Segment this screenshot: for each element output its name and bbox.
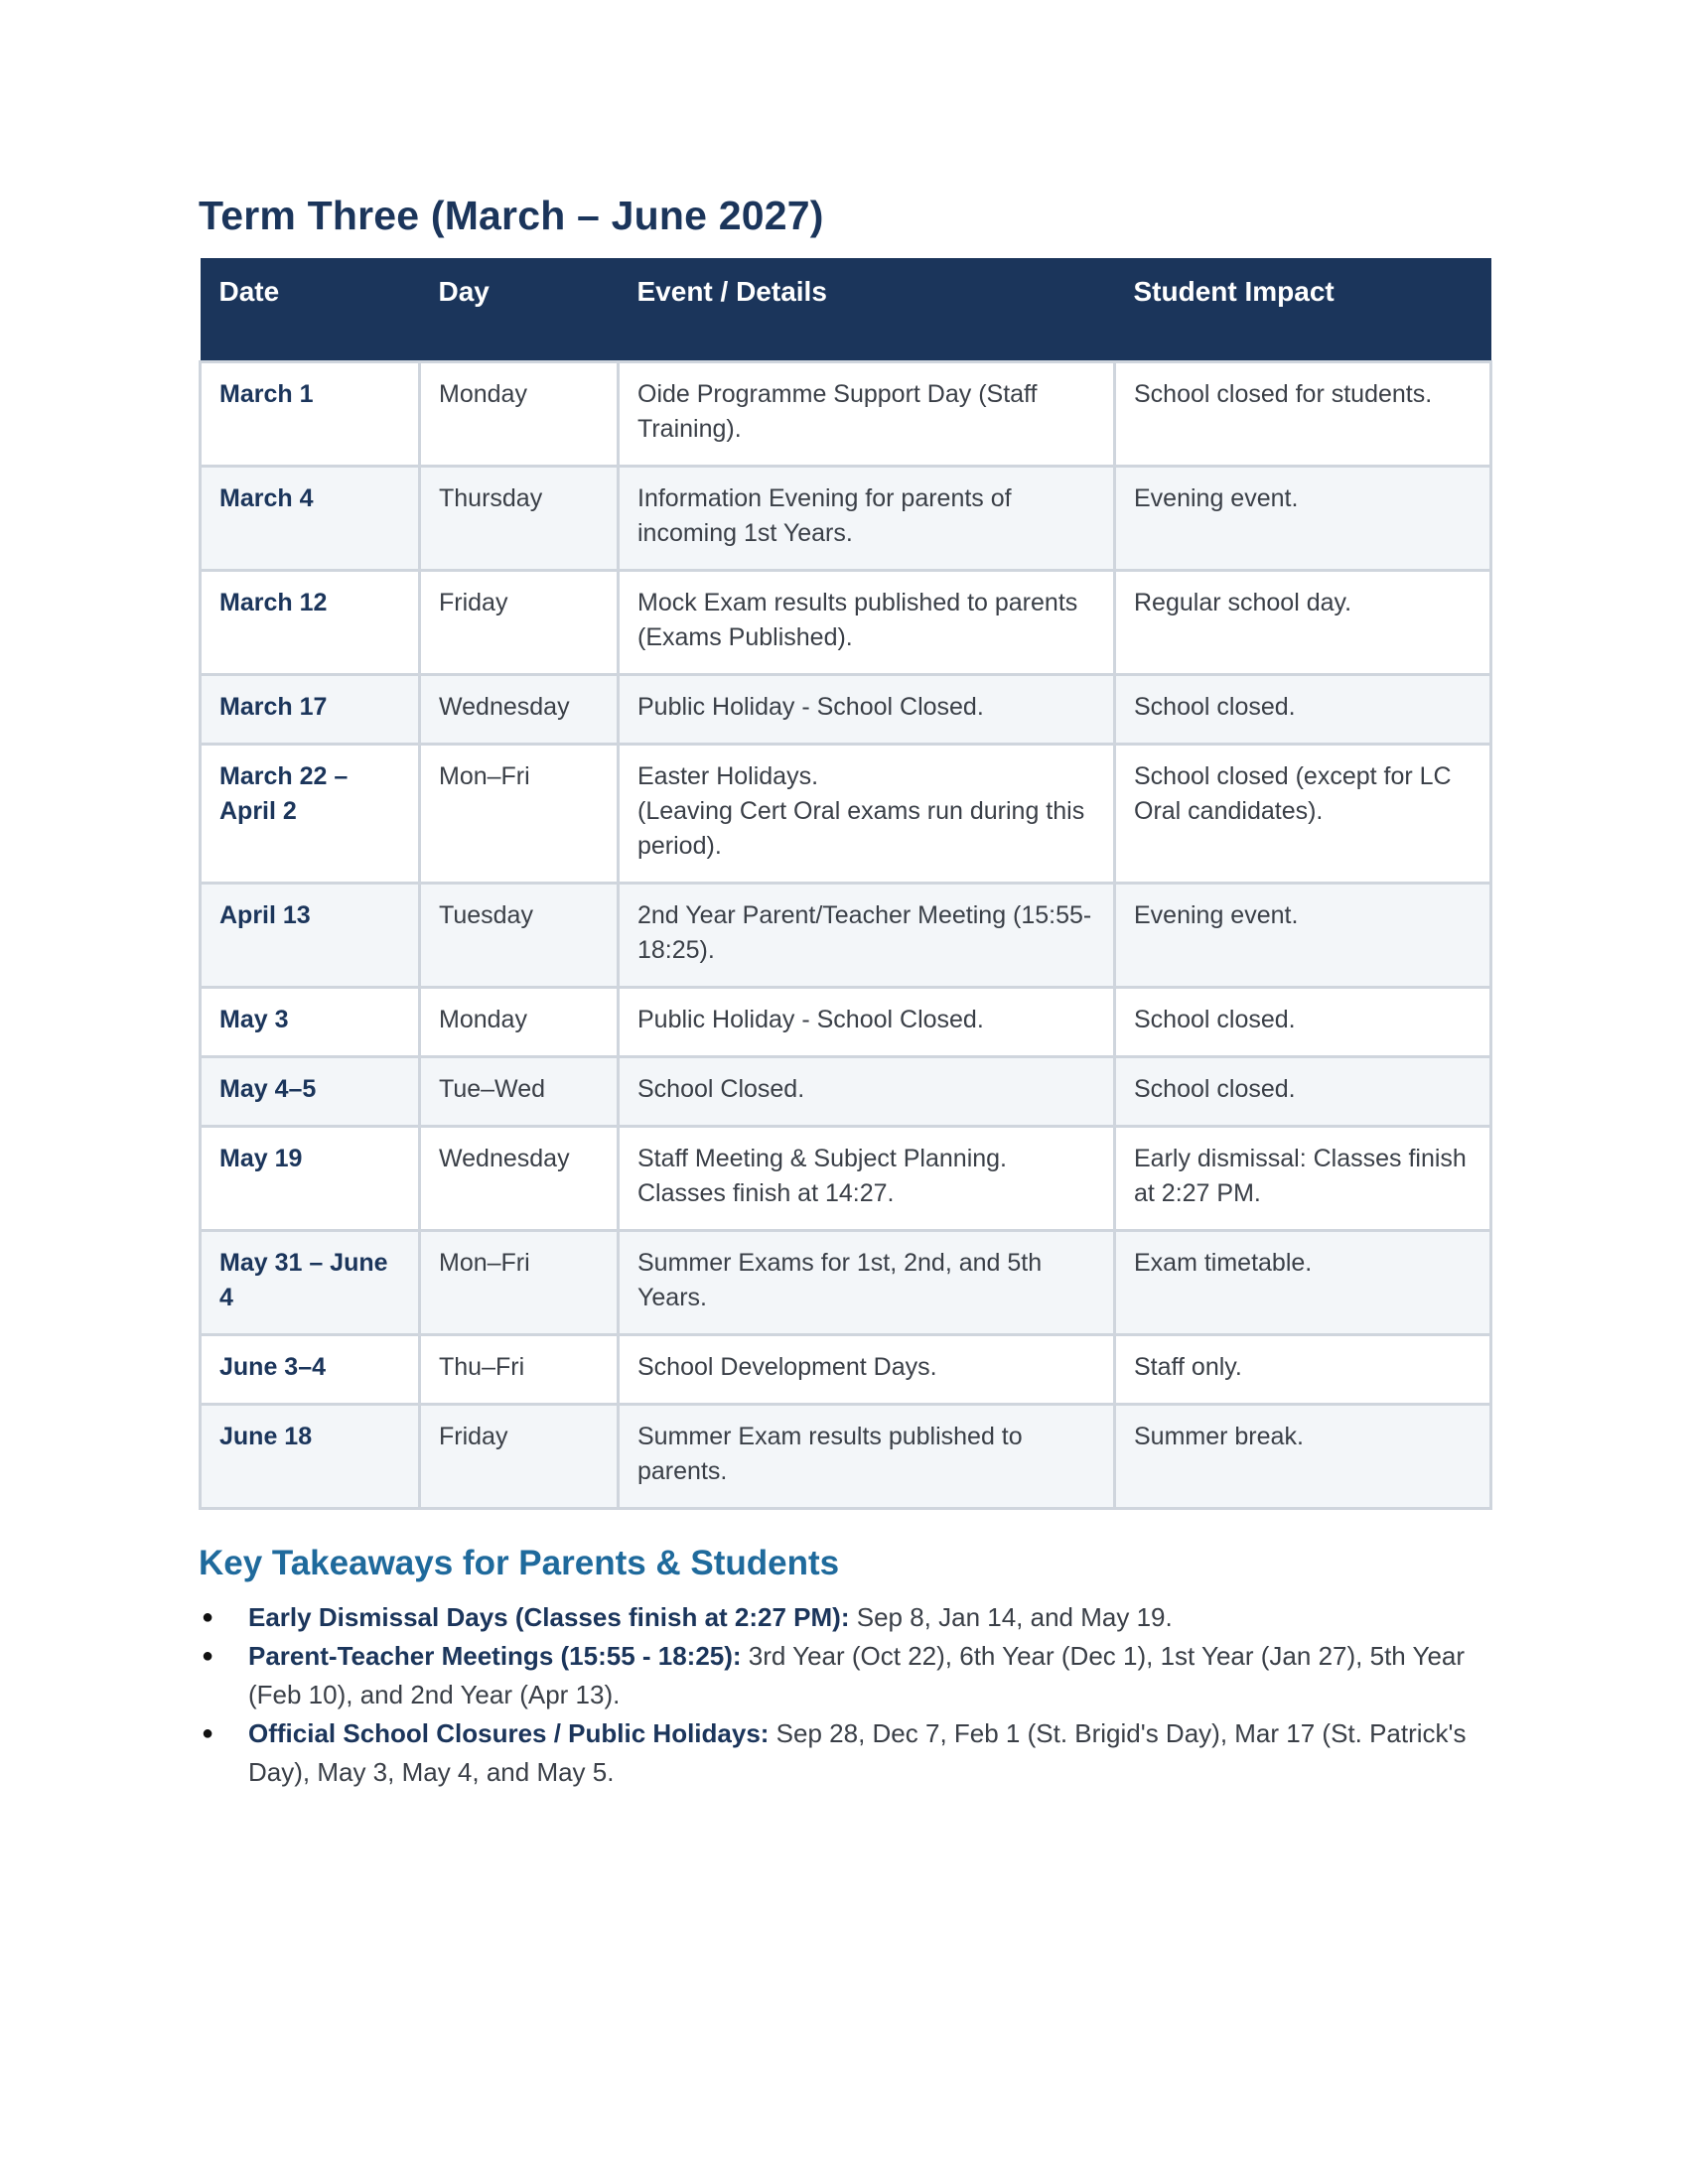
impact-cell: Exam timetable. bbox=[1115, 1231, 1491, 1335]
list-item bbox=[199, 1714, 1489, 1792]
column-header-impact: Student Impact bbox=[1115, 258, 1491, 362]
event-cell: Staff Meeting & Subject Planning. Classes finish at 14:27. bbox=[619, 1127, 1115, 1231]
bullet-icon: ● bbox=[202, 1722, 214, 1745]
day-cell: Tuesday bbox=[420, 884, 619, 988]
table-row bbox=[201, 1405, 1491, 1509]
impact-cell: Evening event. bbox=[1115, 884, 1491, 988]
column-header-date: Date bbox=[201, 258, 420, 362]
table-header bbox=[201, 258, 1491, 362]
impact-cell: School closed. bbox=[1115, 988, 1491, 1057]
impact-cell: School closed (except for LC Oral candidates). bbox=[1115, 745, 1491, 884]
term-schedule-table bbox=[199, 258, 1492, 1510]
bullet-icon: ● bbox=[202, 1645, 214, 1668]
event-cell: School Development Days. bbox=[619, 1335, 1115, 1405]
date-cell: May 19 bbox=[201, 1127, 420, 1231]
event-cell: Easter Holidays. (Leaving Cert Oral exams run during this period). bbox=[619, 745, 1115, 884]
impact-cell: School closed. bbox=[1115, 675, 1491, 745]
table-row bbox=[201, 571, 1491, 675]
date-cell: May 31 – June 4 bbox=[201, 1231, 420, 1335]
date-cell: March 1 bbox=[201, 362, 420, 467]
day-cell: Friday bbox=[420, 571, 619, 675]
table-row bbox=[201, 745, 1491, 884]
table-body bbox=[201, 362, 1491, 1509]
table-row bbox=[201, 362, 1491, 467]
column-header-event: Event / Details bbox=[619, 258, 1115, 362]
event-cell: Information Evening for parents of incoming 1st Years. bbox=[619, 467, 1115, 571]
list-item bbox=[199, 1637, 1489, 1714]
event-cell: Public Holiday - School Closed. bbox=[619, 675, 1115, 745]
day-cell: Tue–Wed bbox=[420, 1057, 619, 1127]
page-title: Term Three (March – June 2027) bbox=[199, 193, 824, 238]
table-row bbox=[201, 1127, 1491, 1231]
date-cell: May 3 bbox=[201, 988, 420, 1057]
date-cell: April 13 bbox=[201, 884, 420, 988]
table-row bbox=[201, 467, 1491, 571]
date-cell: March 4 bbox=[201, 467, 420, 571]
takeaway-lead: Early Dismissal Days (Classes finish at 2:27 PM): bbox=[248, 1602, 850, 1633]
takeaways-heading: Key Takeaways for Parents & Students bbox=[199, 1544, 840, 1583]
table-row bbox=[201, 675, 1491, 745]
day-cell: Wednesday bbox=[420, 1127, 619, 1231]
day-cell: Thursday bbox=[420, 467, 619, 571]
event-cell: Oide Programme Support Day (Staff Training). bbox=[619, 362, 1115, 467]
day-cell: Friday bbox=[420, 1405, 619, 1509]
date-cell: June 3–4 bbox=[201, 1335, 420, 1405]
day-cell: Monday bbox=[420, 362, 619, 467]
takeaway-text: Sep 8, Jan 14, and May 19. bbox=[849, 1602, 1173, 1633]
impact-cell: School closed for students. bbox=[1115, 362, 1491, 467]
takeaway-lead: Official School Closures / Public Holidays: bbox=[248, 1718, 770, 1749]
table-row bbox=[201, 884, 1491, 988]
column-header-day: Day bbox=[420, 258, 619, 362]
impact-cell: Evening event. bbox=[1115, 467, 1491, 571]
takeaway-text: 3rd Year (Oct 22), 6th Year (Dec 1), 1st Year (Jan 27), 5th Year (Feb 10), and 2nd Year (Apr 13). bbox=[248, 1641, 1466, 1710]
date-cell: June 18 bbox=[201, 1405, 420, 1509]
date-cell: March 12 bbox=[201, 571, 420, 675]
table-row bbox=[201, 988, 1491, 1057]
date-cell: May 4–5 bbox=[201, 1057, 420, 1127]
event-cell: Public Holiday - School Closed. bbox=[619, 988, 1115, 1057]
table-header-row bbox=[201, 258, 1491, 362]
list-item bbox=[199, 1598, 1489, 1637]
day-cell: Mon–Fri bbox=[420, 1231, 619, 1335]
day-cell: Monday bbox=[420, 988, 619, 1057]
impact-cell: School closed. bbox=[1115, 1057, 1491, 1127]
impact-cell: Staff only. bbox=[1115, 1335, 1491, 1405]
event-cell: Mock Exam results published to parents (Exams Published). bbox=[619, 571, 1115, 675]
event-cell: Summer Exam results published to parents. bbox=[619, 1405, 1115, 1509]
table-row bbox=[201, 1335, 1491, 1405]
table-row bbox=[201, 1057, 1491, 1127]
takeaway-lead: Parent-Teacher Meetings (15:55 - 18:25): bbox=[248, 1641, 742, 1672]
bullet-icon: ● bbox=[202, 1606, 214, 1629]
event-cell: 2nd Year Parent/Teacher Meeting (15:55-18:25). bbox=[619, 884, 1115, 988]
impact-cell: Regular school day. bbox=[1115, 571, 1491, 675]
day-cell: Mon–Fri bbox=[420, 745, 619, 884]
document-page bbox=[199, 194, 1489, 1792]
impact-cell: Early dismissal: Classes finish at 2:27 PM. bbox=[1115, 1127, 1491, 1231]
table-row bbox=[201, 1231, 1491, 1335]
day-cell: Thu–Fri bbox=[420, 1335, 619, 1405]
date-cell: March 17 bbox=[201, 675, 420, 745]
takeaway-text: Sep 28, Dec 7, Feb 1 (St. Brigid's Day), Mar 17 (St. Patrick's Day), May 3, May 4, and May 5. bbox=[248, 1718, 1467, 1788]
event-cell: Summer Exams for 1st, 2nd, and 5th Years. bbox=[619, 1231, 1115, 1335]
takeaways-list bbox=[199, 1598, 1489, 1792]
impact-cell: Summer break. bbox=[1115, 1405, 1491, 1509]
day-cell: Wednesday bbox=[420, 675, 619, 745]
event-cell: School Closed. bbox=[619, 1057, 1115, 1127]
date-cell: March 22 – April 2 bbox=[201, 745, 420, 884]
